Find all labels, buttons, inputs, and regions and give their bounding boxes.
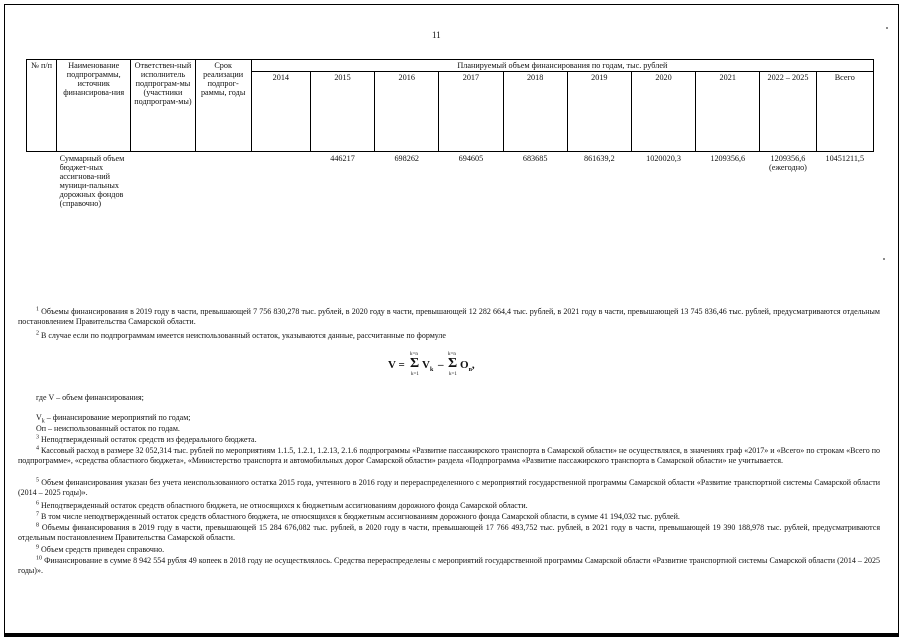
page-number: 11	[432, 30, 441, 40]
row-value: 1209356,6	[710, 154, 746, 163]
header-year: 2017	[439, 72, 503, 152]
formula-minus: –	[438, 359, 444, 371]
footnote-7	[36, 512, 882, 522]
formula-on-line: Оп – неиспользованный остаток по годам.	[36, 424, 180, 433]
row-term	[195, 152, 251, 248]
footnote-text: Кассовый расход в размере 32 052,314 тыс. рублей по мероприятиям 1.1.5, 1.2.1, 1.2.13, 2.1.6 подпрограммы «Развитие пассажирского транспорта в Самарской области» не осуществлялся, в значениях граф «2017» и «Всего» по строкам «Всего по подпрограмме», «средства областного бюджета», «Министерство транспорта и автомобильных дорог Самарской области» раздела «Подпрограмма «Развитие пассажирского транспорта в Самарской области» не учитывается.	[18, 446, 880, 465]
row-value: 1020020,3	[646, 154, 681, 163]
financing-table	[26, 59, 874, 247]
header-term: Срок реализации подпрог-раммы, годы	[195, 60, 251, 152]
footnote-mark: 8	[36, 522, 39, 529]
header-num: № п/п	[27, 60, 57, 152]
formula-on: $O_n$,	[460, 359, 475, 374]
scan-speck	[883, 258, 885, 260]
row-value: 861639,2	[583, 154, 615, 163]
table-row	[27, 152, 874, 248]
footnote-8	[18, 523, 880, 543]
row-value: 694605	[458, 154, 484, 163]
row-value: 1209356,6 (ежегодно)	[768, 154, 807, 172]
footnote-5	[18, 478, 880, 498]
formula-sum2-top: k=n	[448, 352, 456, 357]
footnote-mark: 5	[36, 477, 39, 484]
footnote-text: В случае если по подпрограммам имеется неиспользованный остаток, указываются данные, рассчитанные по формуле	[41, 331, 446, 340]
footnote-mark: 10	[36, 555, 42, 562]
footnote-6	[36, 501, 876, 511]
row-name: Суммарный объем бюджет-ных ассигнова-ний муници-пальных дорожных фондов (справочно)	[59, 154, 125, 208]
formula-where: где V – объем финансирования;	[36, 393, 144, 402]
footnote-mark: 7	[36, 511, 39, 518]
footnote-9	[36, 545, 876, 555]
row-value: 698262	[394, 154, 419, 163]
header-year: 2015	[310, 72, 374, 152]
formula-vk-line: $V_k$ – финансирование мероприятий по годам;	[36, 413, 191, 425]
row-value	[251, 152, 310, 248]
footnote-text: Неподтвержденный остаток средств областного бюджета, не относящихся к бюджетным ассигнованиям дорожного фонда Самарской области.	[41, 501, 528, 510]
formula-sum-top: k=n	[410, 352, 418, 357]
footnote-4	[18, 446, 880, 466]
formula-sum-bottom: k=1	[411, 372, 419, 377]
footnote-text: Финансирование в сумме 8 942 554 рубля 49 копеек в 2018 году не осуществлялось. Средства перераспределены с мероприятий государственной программы Самарской области «Развитие транспортной системы Самарской области (2014 – 2025 годы)».	[18, 556, 881, 575]
footnote-3	[36, 435, 876, 445]
header-year: 2021	[696, 72, 760, 152]
header-year: 2019	[567, 72, 631, 152]
row-value: 446217	[330, 154, 355, 163]
footnote-mark: 1	[36, 306, 39, 313]
footnote-mark: 9	[36, 544, 39, 551]
header-year: 2020	[631, 72, 695, 152]
header-total: Всего	[816, 72, 873, 152]
table-header-row	[27, 60, 874, 72]
footnote-mark: 4	[36, 445, 39, 452]
header-year: 2018	[503, 72, 567, 152]
row-responsible	[131, 152, 195, 248]
row-value: 683685	[522, 154, 548, 163]
sigma-icon: Σ	[410, 356, 420, 371]
footnote-mark: 2	[36, 330, 39, 337]
footnote-mark: 3	[36, 434, 39, 441]
footnote-text: Объемы финансирования в 2019 году в части, превышающей 7 756 830,278 тыс. рублей, в 2020 году в части, превышающей 12 282 664,4 тыс. рублей, в 2021 году в части, превышающей 13 745 836,46 тыс. рублей, предусматриваются отдельным постановлением Правительства Самарской области.	[18, 307, 880, 326]
header-year: 2022 – 2025	[760, 72, 816, 152]
row-num	[27, 152, 57, 248]
formula	[388, 352, 488, 378]
footnote-text: Объем финансирования указан без учета неиспользованного остатка 2015 года, учтенного в 2016 году и перераспределенного с мероприятий государственной программы Самарской области «Развитие транспортной системы Самарской области (2014 – 2025 годы)».	[18, 478, 880, 497]
header-planned: Планируемый объем финансирования по годам, тыс. рублей	[251, 60, 873, 72]
header-responsible: Ответствен-ный исполнитель подпрограм-мы (участники подпрограм-мы)	[131, 60, 195, 152]
formula-vk: $V_k$	[422, 359, 434, 374]
header-year: 2016	[375, 72, 439, 152]
footnote-text: Объемы финансирования в 2019 году в части, превышающей 15 284 676,082 тыс. рублей, в 2020 году в части, превышающей 17 766 493,752 тыс. рублей, в 2021 году в части, превышающей 19 390 188,978 тыс. рублей, предусматриваются отдельным постановлением Правительства Самарской области.	[18, 523, 880, 542]
footnote-text: В том числе неподтвержденный остаток средств областного бюджета, не относящихся к бюджетным ассигнованиям дорожного фонда Самарской области, в сумме 41 194,032 тыс. рублей.	[41, 512, 680, 521]
sigma-icon: Σ	[448, 356, 458, 371]
formula-sum2-bottom: k=1	[449, 372, 457, 377]
footnote-1	[18, 307, 880, 327]
header-year: 2014	[251, 72, 310, 152]
footnote-2	[36, 331, 876, 341]
footnote-text: Неподтвержденный остаток средств из федерального бюджета.	[41, 435, 257, 444]
footnote-10	[18, 556, 880, 576]
scan-speck	[886, 27, 888, 29]
header-name: Наименование подпрограммы, источник финансирова-ния	[57, 60, 131, 152]
row-total: 10451211,5	[825, 154, 865, 163]
page-frame-bottom-border	[4, 634, 899, 637]
formula-lhs: V =	[388, 359, 405, 371]
footnote-mark: 6	[36, 500, 39, 507]
footnote-text: Объем средств приведен справочно.	[41, 545, 165, 554]
